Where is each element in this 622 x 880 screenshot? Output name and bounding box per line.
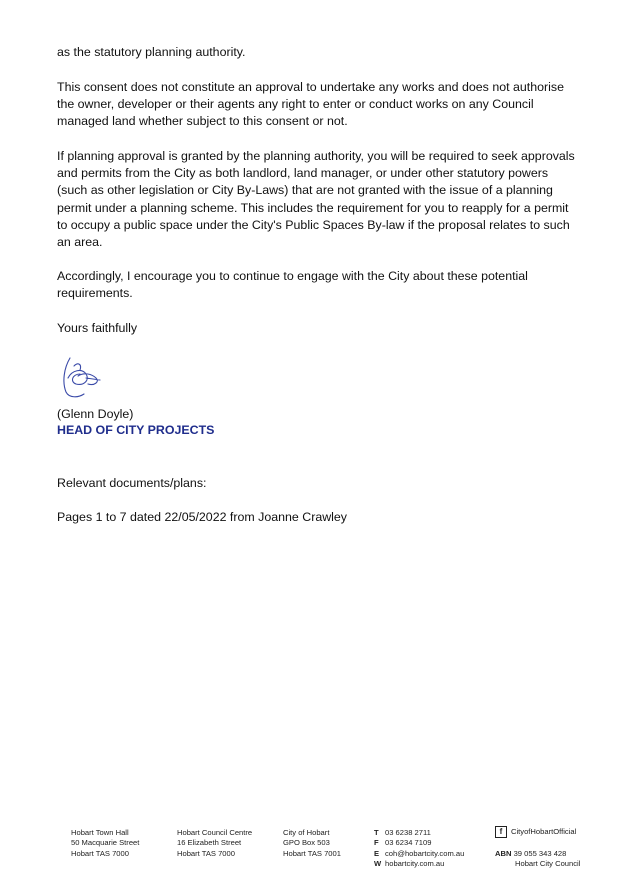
email-link[interactable]: coh@hobartcity.com.au [385, 848, 465, 858]
footer-social [495, 826, 576, 838]
fax-label: F [374, 838, 379, 848]
footer-line: 16 Elizabeth Street [177, 838, 242, 848]
footer-line: Hobart Council Centre [177, 828, 253, 837]
signatory-title: HEAD OF CITY PROJECTS [57, 423, 215, 437]
signature-image [60, 352, 108, 402]
paragraph-approvals: If planning approval is granted by the planning authority, you will be required to seek approvals and permits from the City as both landlord, land manager, or under other statutory powers (such as other legislation or City By-Laws) that are not granted with the issue of a planning permit under a planning scheme. This includes the requirement for you to reapply for a permit to occupy a public space under the City's Public Spaces By-law if the proposal relates to such an area. [57, 149, 575, 250]
abn-label: ABN [495, 849, 512, 858]
footer-abn [495, 849, 580, 870]
footer-town-hall [71, 828, 139, 859]
closing: Yours faithfully [57, 321, 138, 335]
footer-line: 50 Macquarie Street [71, 838, 140, 848]
documents-label: Relevant documents/plans: [57, 476, 207, 490]
paragraph-consent: This consent does not constitute an approval to undertake any works and does not authorise the owner, developer or their agents any right to enter or conduct works on any Council managed land whether subject to this consent or not. [57, 80, 564, 129]
footer-line: Hobart Town Hall [71, 828, 129, 837]
paragraph-engage: Accordingly, I encourage you to continue to engage with the City about these potential requirements. [57, 269, 528, 301]
footer-contacts [374, 828, 464, 869]
fax-number: 03 6234 7109 [385, 838, 432, 848]
footer-line: GPO Box 503 [283, 838, 330, 848]
website-link[interactable]: hobartcity.com.au [385, 858, 445, 868]
signatory-name: (Glenn Doyle) [57, 407, 134, 421]
footer-line: City of Hobart [283, 828, 330, 837]
footer-line: Hobart TAS 7001 [283, 848, 341, 858]
footer-line: Hobart TAS 7000 [177, 848, 235, 858]
facebook-icon[interactable]: f [495, 826, 507, 838]
email-label: E [374, 848, 380, 858]
abn-value: 39 055 343 428 [513, 849, 567, 858]
entity-name: Hobart City Council [515, 859, 581, 869]
footer-line: Hobart TAS 7000 [71, 848, 129, 858]
footer-council-centre [177, 828, 252, 859]
phone-number[interactable]: 03 6238 2711 [385, 828, 431, 837]
phone-label: T [374, 828, 379, 837]
footer-city [283, 828, 341, 859]
paragraph-authority: as the statutory planning authority. [57, 45, 246, 59]
facebook-handle[interactable]: CityofHobartOfficial [511, 827, 577, 836]
documents-value: Pages 1 to 7 dated 22/05/2022 from Joanne Crawley [57, 510, 347, 524]
web-label: W [374, 858, 382, 868]
